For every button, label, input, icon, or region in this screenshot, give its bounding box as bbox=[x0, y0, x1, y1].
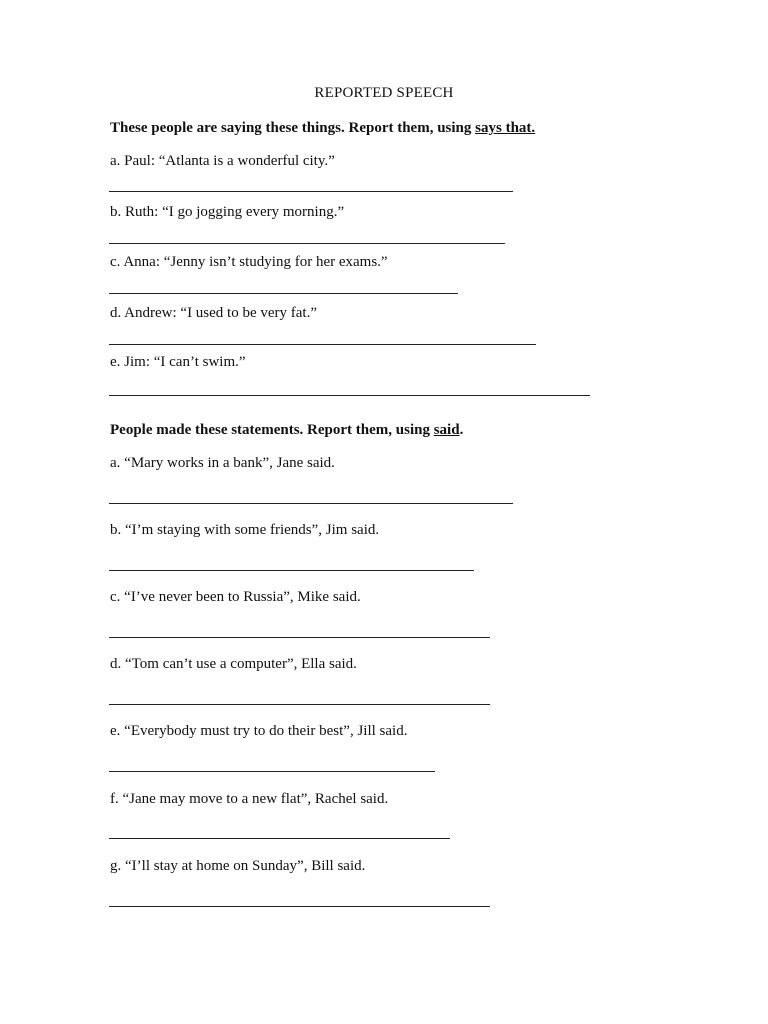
section2-answer-line-c[interactable] bbox=[109, 637, 490, 638]
section2-item-e: e. “Everybody must try to do their best”, Jill said. bbox=[110, 723, 408, 739]
section1-answer-line-b[interactable] bbox=[109, 243, 505, 244]
section1-answer-line-c[interactable] bbox=[109, 293, 458, 294]
section2-answer-line-g[interactable] bbox=[109, 906, 490, 907]
section2-item-b: b. “I’m staying with some friends”, Jim said. bbox=[110, 522, 380, 538]
section2-answer-line-d[interactable] bbox=[109, 704, 490, 705]
section1-answer-line-e[interactable] bbox=[109, 395, 590, 396]
page-title: REPORTED SPEECH bbox=[314, 85, 454, 101]
section2-instruction-keyword: said bbox=[433, 422, 460, 438]
section2-answer-line-a[interactable] bbox=[109, 503, 513, 504]
section1-item-c: c. Anna: “Jenny isn’t studying for her exams.” bbox=[110, 254, 388, 270]
section1-answer-line-d[interactable] bbox=[109, 344, 536, 345]
section2-answer-line-e[interactable] bbox=[109, 771, 435, 772]
section1-instruction bbox=[110, 120, 535, 137]
section2-item-a: a. “Mary works in a bank”, Jane said. bbox=[110, 455, 335, 471]
section2-item-d: d. “Tom can’t use a computer”, Ella said. bbox=[110, 656, 357, 672]
section2-item-f: f. “Jane may move to a new flat”, Rachel said. bbox=[110, 791, 389, 807]
section2-item-c: c. “I’ve never been to Russia”, Mike said. bbox=[110, 589, 361, 605]
section1-item-e: e. Jim: “I can’t swim.” bbox=[110, 354, 246, 370]
section1-instruction-keyword: says that. bbox=[475, 120, 536, 136]
section2-answer-line-b[interactable] bbox=[109, 570, 474, 571]
section2-item-g: g. “I’ll stay at home on Sunday”, Bill said. bbox=[110, 858, 366, 874]
section1-instruction-text: These people are saying these things. Report them, using bbox=[110, 120, 476, 136]
section2-instruction-text: People made these statements. Report them, using bbox=[110, 422, 434, 438]
section1-item-b: b. Ruth: “I go jogging every morning.” bbox=[110, 204, 345, 220]
section1-item-a: a. Paul: “Atlanta is a wonderful city.” bbox=[110, 153, 335, 169]
section1-answer-line-a[interactable] bbox=[109, 191, 513, 192]
section2-instruction bbox=[110, 422, 463, 439]
section2-answer-line-f[interactable] bbox=[109, 838, 450, 839]
section1-item-d: d. Andrew: “I used to be very fat.” bbox=[110, 305, 318, 321]
section2-instruction-suffix: . bbox=[459, 422, 464, 438]
